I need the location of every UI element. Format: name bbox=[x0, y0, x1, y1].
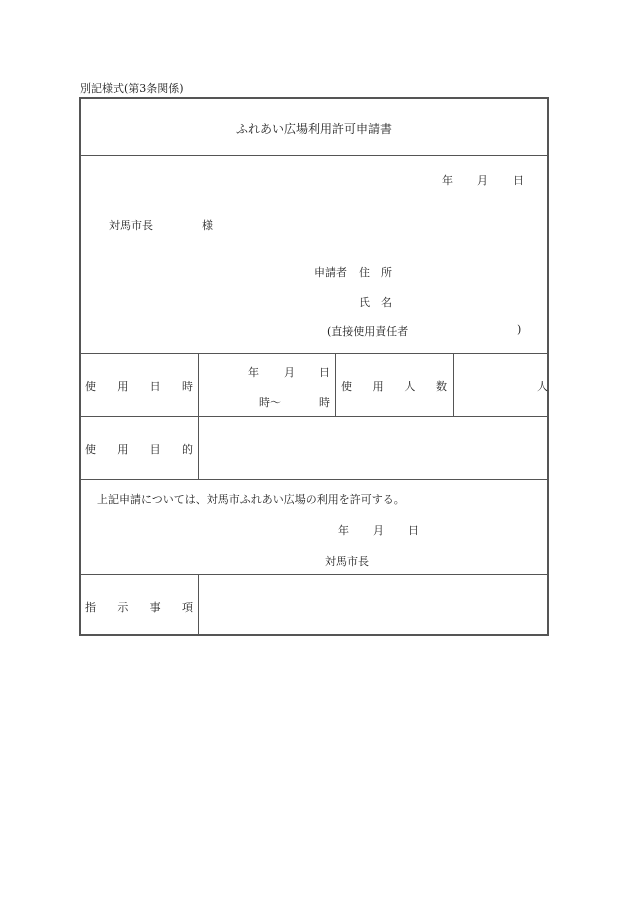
usage-count-label-char: 使 bbox=[341, 380, 352, 393]
addressee-honorific: 様 bbox=[202, 219, 213, 232]
rule-applicant-bottom bbox=[81, 353, 547, 354]
usage-time-from-label: 時～ bbox=[259, 396, 281, 409]
instructions-label-char: 示 bbox=[117, 601, 129, 614]
application-form bbox=[79, 97, 549, 636]
usage-month-label: 月 bbox=[284, 366, 295, 379]
approval-text: 上記申請については、対馬市ふれあい広場の利用を許可する。 bbox=[97, 493, 405, 506]
usage-datetime-label-char: 日 bbox=[149, 380, 161, 393]
date-day-label: 日 bbox=[513, 174, 524, 187]
form-caption: 別記様式(第3条関係) bbox=[80, 82, 184, 95]
approval-day-label: 日 bbox=[408, 524, 419, 537]
approval-year-label: 年 bbox=[338, 524, 349, 537]
instructions-label bbox=[85, 599, 193, 615]
usage-count-label-char: 数 bbox=[435, 380, 447, 393]
usage-purpose-label-char: 目 bbox=[149, 443, 161, 456]
applicant-manager-label: (直接使用責任者 bbox=[327, 325, 409, 338]
rule-label-column bbox=[198, 353, 199, 479]
usage-count-label-char: 用 bbox=[372, 380, 384, 393]
date-year-label: 年 bbox=[442, 174, 453, 187]
instructions-label-char: 項 bbox=[181, 601, 193, 614]
rule-datetime-bottom bbox=[81, 416, 547, 417]
applicant-manager-close: ) bbox=[517, 323, 522, 336]
rule-title-bottom bbox=[81, 155, 547, 156]
usage-time-to-label: 時 bbox=[319, 396, 330, 409]
rule-instructions-column bbox=[198, 574, 199, 634]
usage-datetime-label-char: 使 bbox=[85, 380, 96, 393]
addressee-name: 対馬市長 bbox=[109, 219, 153, 232]
applicant-address-label: 住 所 bbox=[359, 266, 392, 279]
instructions-label-char: 事 bbox=[149, 601, 161, 614]
usage-datetime-label bbox=[85, 378, 193, 394]
usage-datetime-label-char: 時 bbox=[181, 380, 193, 393]
usage-datetime-label-char: 用 bbox=[117, 380, 129, 393]
rule-purpose-bottom bbox=[81, 479, 547, 480]
usage-purpose-label-char: 用 bbox=[117, 443, 129, 456]
rule-count-label-divider bbox=[453, 353, 454, 416]
usage-count-label-char: 人 bbox=[404, 380, 416, 393]
instructions-label-char: 指 bbox=[85, 601, 96, 614]
form-title: ふれあい広場利用許可申請書 bbox=[235, 122, 392, 136]
approval-month-label: 月 bbox=[373, 524, 384, 537]
usage-count-label bbox=[341, 378, 447, 394]
usage-year-label: 年 bbox=[248, 366, 259, 379]
usage-day-label: 日 bbox=[319, 366, 330, 379]
usage-purpose-label bbox=[85, 441, 193, 457]
approval-signer: 対馬市長 bbox=[325, 555, 369, 568]
usage-count-unit: 人 bbox=[537, 380, 548, 393]
rule-approval-bottom bbox=[81, 574, 547, 575]
date-month-label: 月 bbox=[477, 174, 488, 187]
applicant-name-label: 氏 名 bbox=[359, 296, 392, 309]
applicant-label: 申請者 bbox=[314, 266, 347, 279]
usage-purpose-label-char: 使 bbox=[85, 443, 96, 456]
rule-datetime-count-divider bbox=[335, 353, 336, 416]
usage-purpose-label-char: 的 bbox=[181, 443, 193, 456]
